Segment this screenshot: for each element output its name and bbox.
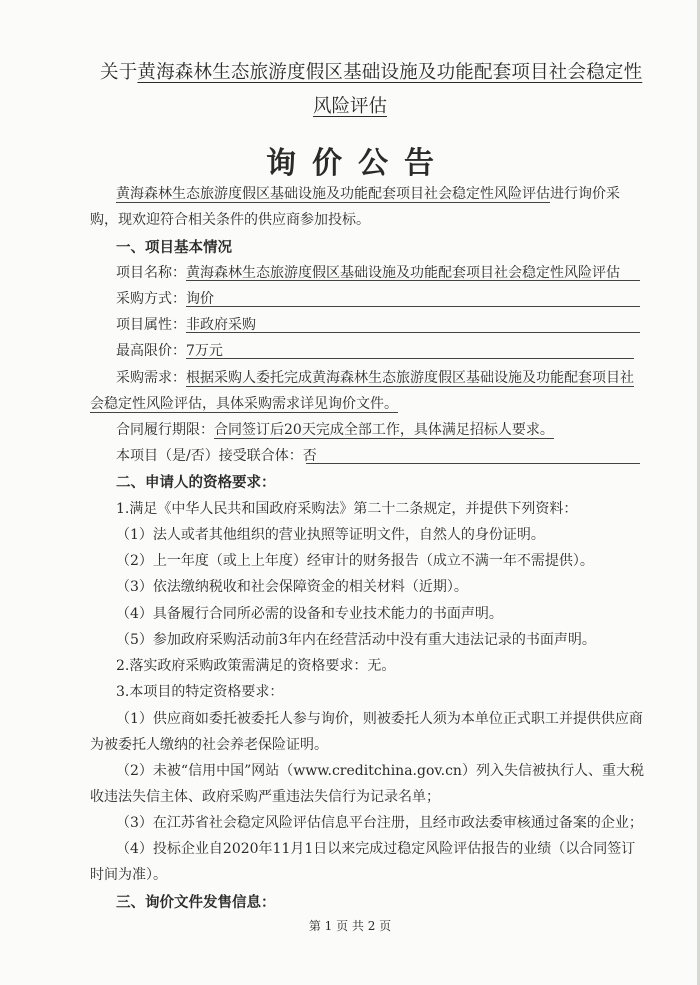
field-label: 采购需求：: [116, 370, 186, 386]
special-req-2-line2: 收违法失信主体、政府采购严重违法失信行为记录名单；: [90, 789, 440, 805]
field-underline: [306, 463, 640, 464]
field-procurement-method: [116, 288, 214, 308]
requirement-sub-item: （5）参加政府采购活动前3年内在经营活动中没有重大违法记录的书面声明。: [116, 632, 596, 648]
field-value: 合同签订后20天完成全部工作，具体满足招标人要求。: [214, 422, 554, 438]
field-max-price: [116, 340, 223, 360]
special-req-4-line1: （4）投标企业自2020年11月1日以来完成过稳定风险评估报告的业绩（以合同签订: [116, 841, 636, 857]
field-value: 根据采购人委托完成黄海森林生态旅游度假区基础设施及功能配套项目社: [186, 370, 634, 386]
field-value: 否: [302, 448, 317, 464]
document-title-line2: [0, 92, 700, 118]
title-project-name: 黄海森林生态旅游度假区基础设施及功能配套项目社会稳定性: [137, 62, 643, 83]
title-line2-text: 风险评估: [312, 96, 387, 117]
field-label: 最高限价：: [116, 343, 186, 359]
field-label: 项目名称：: [116, 265, 186, 281]
field-label: 合同履行期限：: [116, 422, 214, 438]
special-req-1-line1: （1）供应商如委托被委托人参与询价，则被委托人须为本单位正式职工并提供供应商: [116, 711, 643, 727]
notice-heading: 询价公告: [266, 146, 450, 181]
intro-line2: 购，现欢迎符合相关条件的供应商参加投标。: [90, 212, 370, 228]
special-req-1-line2: 为被委托人缴纳的社会养老保险证明。: [90, 737, 328, 753]
requirement-sub-item: （1）法人或者其他组织的营业执照等证明文件，自然人的身份证明。: [116, 527, 545, 543]
field-underline: [186, 332, 640, 333]
special-req-3: （3）在江苏省社会稳定风险评估信息平台注册，且经市政法委审核通过备案的企业；: [116, 815, 643, 831]
section1-title: 一、项目基本情况: [116, 239, 232, 256]
field-label: 本项目（是/否）接受联合体：: [116, 448, 303, 464]
special-req-2-line1: （2）未被“信用中国”网站（www.creditchina.gov.cn）列入失信被执行人、重大税: [116, 763, 644, 779]
field-value: 询价: [186, 291, 214, 307]
section2-title: 二、申请人的资格要求：: [116, 474, 276, 491]
field-procurement-demand: [116, 367, 634, 387]
intro-text-a: 进行询价采: [550, 186, 620, 202]
field-label: 项目属性：: [116, 317, 186, 333]
page-footer: 第 1 页 共 2 页: [308, 919, 392, 933]
intro-line1: [116, 183, 620, 203]
requirement-item-1: 1.满足《中华人民共和国政府采购法》第二十二条规定，并提供下列资料：: [116, 501, 578, 517]
field-project-attribute: [116, 314, 256, 334]
special-req-4-line2: 时间为准）。: [90, 867, 167, 883]
requirement-item-3: 3.本项目的特定资格要求：: [116, 684, 284, 700]
field-value: 会稳定性风险评估，具体采购需求详见询价文件。: [90, 396, 398, 412]
field-underline: [186, 358, 634, 359]
requirement-sub-item: （4）具备履行合同所必需的设备和专业技术能力的书面声明。: [116, 606, 503, 622]
requirement-sub-item: （3）依法缴纳税收和社会保障资金的相关材料（近期）。: [116, 579, 468, 595]
field-consortium: [116, 445, 317, 465]
section3-title: 三、询价文件发售信息：: [116, 894, 276, 911]
field-value: 黄海森林生态旅游度假区基础设施及功能配套项目社会稳定性风险评估: [186, 265, 620, 281]
field-contract-period: [116, 419, 554, 439]
demand-line2: [90, 393, 398, 413]
field-project-name: [116, 262, 620, 282]
field-label: 采购方式：: [116, 291, 186, 307]
document-title: [100, 58, 642, 84]
field-value: 7万元: [186, 343, 223, 359]
intro-project-name: 黄海森林生态旅游度假区基础设施及功能配套项目社会稳定性风险评估: [116, 186, 550, 202]
field-underline: [186, 306, 640, 307]
field-value: 非政府采购: [186, 317, 256, 333]
requirement-sub-item: （2）上一年度（或上上年度）经审计的财务报告（成立不满一年不需提供）。: [116, 553, 594, 569]
requirement-item-2: 2.落实政府采购政策需满足的资格要求：无。: [116, 658, 396, 674]
field-underline: [186, 280, 640, 281]
title-prefix: 关于: [100, 62, 138, 83]
